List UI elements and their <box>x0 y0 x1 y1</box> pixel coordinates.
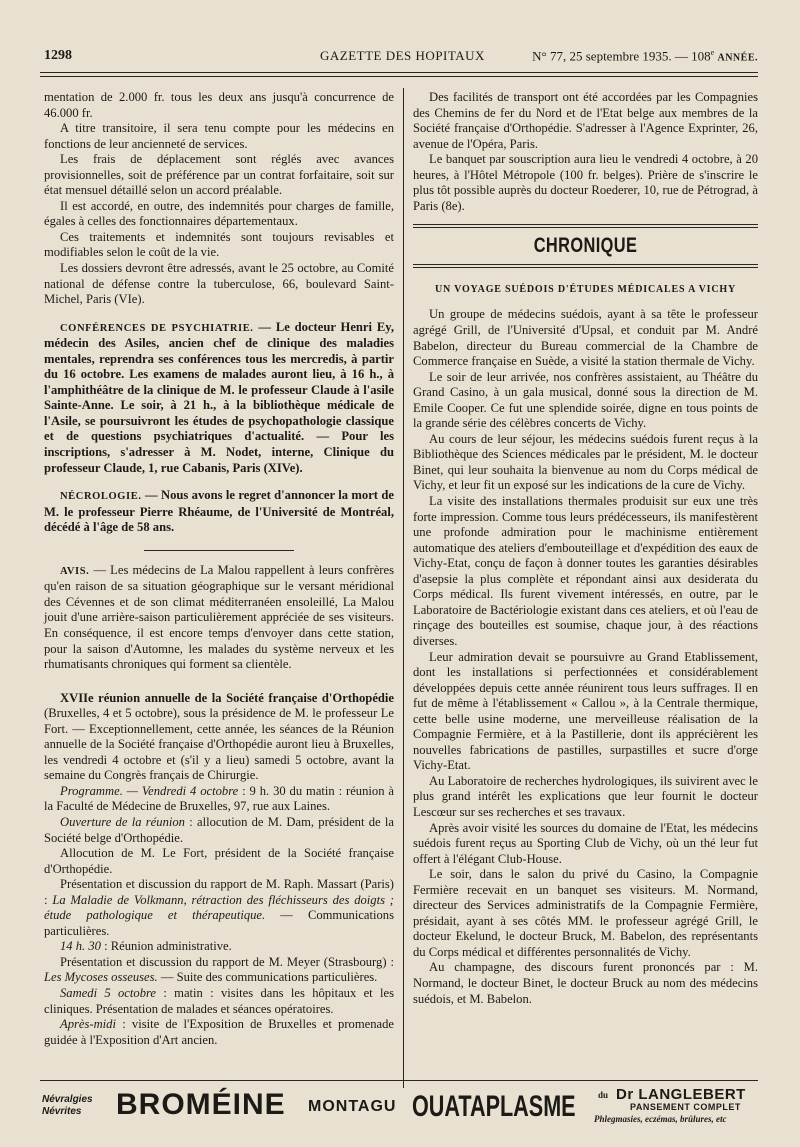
left-column <box>44 90 394 1048</box>
chronique-heading: CHRONIQUE <box>533 234 638 258</box>
paragraph <box>44 986 394 1017</box>
right-column <box>413 90 758 1007</box>
issue-sup: e <box>710 48 715 57</box>
journal-title: GAZETTE DES HOPITAUX <box>320 48 485 63</box>
paragraph: Le soir de leur arrivée, nos confrères assistaient, au Théâtre du Grand Casino, à un gala musical, donné sous la direction de M. Emile Cooper. Ce fut une splendide soirée, digne en tous points de la grande série des célèbres concerts de Vichy. <box>413 369 758 431</box>
footer-rule <box>40 1080 758 1081</box>
section-label: AVIS. <box>60 565 90 577</box>
text: : visite de l'Exposition de Bruxelles et promenade guidée à l'Exposition d'Art ancien. <box>44 1017 394 1047</box>
paragraph: mentation de 2.000 fr. tous les deux ans jusqu'à concurrence de 46.000 fr. <box>44 90 394 120</box>
paragraph: Après avoir visité les sources du domaine de l'Etat, les médecins suédois furent reçus au Sporting Club de Vichy, où un thé leur fut offert à l'élégant Club-House. <box>413 820 758 866</box>
article-title: UN VOYAGE SUÉDOIS D'ÉTUDES MÉDICALES A VICHY <box>435 283 736 295</box>
paragraph: Au champagne, des discours furent prononcés par : M. Normand, le docteur Binet, le docteur Bruck au nom des médecins suédois, et M. Babelon. <box>413 960 758 1006</box>
text: : 9 h. 30 du matin : réunion à la Faculté de Médecine de Bruxelles, 97, rue aux Laines. <box>44 783 394 814</box>
header-rule-top <box>40 72 758 73</box>
text: Présentation et discussion du rapport de M. Meyer (Strasbourg) : <box>60 954 394 969</box>
ad-indication: Névralgies <box>42 1094 93 1105</box>
italic-label: Ouverture de la réunion <box>60 814 185 829</box>
paragraph <box>44 939 394 955</box>
paragraph <box>44 815 394 846</box>
paragraph <box>44 955 394 986</box>
issue-info <box>532 48 758 64</box>
paragraph: Des facilités de transport ont été accordées par les Compagnies des Chemins de fer du Nord et de l'Etat belge aux membres de la Société française d'Orthopédie. S'adresser à l'Agence Exprinter, 26, avenue de l'Opéra, Paris. <box>413 90 758 151</box>
separator-rule <box>144 550 294 551</box>
ad-brand: OUATAPLASME <box>412 1090 576 1123</box>
paragraph: Un groupe de médecins suédois, ayant à sa tête le professeur agrégé Grill, de l'Université d'Upsal, et conduit par M. André Babelon, directeur du Bureau commercial de la Chambre de Commerce française en Suède, a visité la station thermale de Vichy. <box>413 307 758 369</box>
text: Présentation et discussion du rapport de M. Raph. Massart (Paris) : <box>44 877 394 907</box>
column-divider <box>403 88 404 1088</box>
paragraph <box>44 1017 394 1048</box>
notice-text: (Bruxelles, 4 et 5 octobre), sous la présidence de M. le professeur Le Fort. — Exceptionnellement, cette année, les séances de la Réunion annuelle de la Société française d'Orthopédie auront lieu à Bruxelles, les vendredi 4 octobre et (s'il y a lieu) samedi 5 octobre, avant la semaine du Congrès français de Chirurgie. <box>44 706 394 783</box>
necrology-notice <box>44 488 394 536</box>
bromeine-advertisement <box>40 1084 396 1132</box>
paragraph: Le soir, dans le salon du privé du Casino, la Compagnie Fermière recevait en un banquet ses visiteurs. M. Normand, directeur des Services administratifs de la Compagnie Fermière, présidait, ayant à ses côtés MM. le professeur agrégé Grill, le docteur Ekelund, le docteur Bruck, M. Babelon, des représentants du Corps médical et différentes personnalités de Vichy. <box>413 867 758 959</box>
text: — Suite des communications particulières. <box>157 970 378 985</box>
notice-text: — Nous avons le regret d'annoncer la mort de M. le professeur Pierre Rhéaume, de l'Université de Montréal, décédé à l'âge de 58 ans. <box>44 488 394 535</box>
ad-indication: Névrites <box>42 1106 82 1117</box>
italic-label: Samedi 5 octobre <box>60 985 157 1000</box>
running-header <box>40 48 758 68</box>
text: : allocution de M. Dam, président de la Société belge d'Orthopédie. <box>44 814 394 845</box>
ad-indications <box>42 1094 102 1118</box>
italic-title: Les Mycoses osseuses. <box>44 970 158 985</box>
paragraph: Ces traitements et indemnités sont toujours revisables et modifiables selon le coût de la vie. <box>44 229 394 260</box>
text: : Réunion administrative. <box>100 939 232 954</box>
section-title: XVIIe réunion annuelle de la Société française d'Orthopédie <box>60 690 394 705</box>
notice-text: — Le docteur Henri Ey, médecin des Asiles, ancien chef de clinique des maladies mentales, reprendra ses conférences tous les mercredis, à partir du 16 octobre. Les examens de malades auront lieu, à 16 h., à l'amphithéâtre de la clinique de M. le professeur Claude à l'asile Sainte-Anne. Le soir, à 21 h., à la bibliothèque médicale de l'Asile, se poursuivront les études de psychopathologie classique et de questions psychiatriques d'actualité. — Pour les inscriptions, s'adresser à M. Nodet, interne, Clinique du professeur Claude, 1, rue Cabanis, Paris (XIVe). <box>44 319 394 475</box>
paragraph <box>44 877 394 939</box>
ad-subtitle: PANSEMENT COMPLET <box>630 1102 741 1112</box>
text: : matin : visites dans les hôpitaux et les cliniques. Présentation de malades et séances opératoires. <box>44 985 394 1016</box>
ad-du: du <box>598 1090 609 1100</box>
ad-maker: MONTAGU <box>308 1098 397 1115</box>
paragraph: Le banquet par souscription aura lieu le vendredi 4 octobre, à 20 heures, à l'Hôtel Métropole (100 fr. belges). Prière de s'inscrire le plus tôt possible auprès du docteur Roederer, 10, rue de Pétrograd, à Paris (8e). <box>413 152 758 213</box>
paragraph: La visite des installations thermales produisit sur eux une très forte impression. Comme tous leurs prédécesseurs, ils manifestèrent une profonde admiration pour le machinisme entièrement automatique des ateliers d'embouteillage et d'expédition des eaux de Vichy-Etat, conçu de façon à donner toutes les garanties désirables d'asepsie la plus complète et répondant ainsi aux desiderata du Corps médical. Ils furent vivement intéressés, en outre, par le Laboratoire de Bactériologie existant dans ces ateliers, et où l'eau de rinçage des bouteilles est soumise, chaque jour, à des réactions diverses. <box>413 494 758 648</box>
ad-maker: Dr LANGLEBERT <box>616 1086 746 1103</box>
notice-text: — Les médecins de La Malou rappellent à leurs confrères qu'en raison de sa situation géographique sur le versant méridional des Cévennes et de son climat méditerranéen ensoleillé, La Malou jouit d'une arrière-saison particulièrement appréciée de ses visiteurs. En conséquence, il est encore temps d'envoyer dans cette station, pour la saison d'Automne, les malades du système nerveux et les rhumatisants chroniques qui forment sa clientèle. <box>44 562 394 672</box>
text: — Communications particulières. <box>44 908 394 938</box>
italic-title: La Maladie de Volkmann, rétraction des fléchisseurs des doigts ; étude pathologique et thérapeutique. <box>44 892 394 923</box>
paragraph: Les dossiers devront être adressés, avant le 25 octobre, au Comité national de défense contre la tuberculose, 66, boulevard Saint-Michel, Paris (VIe). <box>44 261 394 307</box>
paragraph: Les frais de déplacement sont réglés avec avances provisionnelles, soit de préférence par un contrat forfaitaire, soit sur état mensuel détaillé selon un accord préalable. <box>44 152 394 198</box>
italic-label: Programme. — Vendredi 4 octobre <box>60 783 239 798</box>
avis-notice <box>44 563 394 673</box>
paragraph: Au Laboratoire de recherches hydrologiques, ils suivirent avec le plus grand intérêt les explications que leur fournit le docteur Lescœur sur ses recherches et ses travaux. <box>413 773 758 819</box>
issue-text: N° 77, 25 septembre 1935. — 108 <box>532 48 711 64</box>
ad-brand: BROMÉINE <box>116 1088 286 1121</box>
paragraph: Allocution de M. Le Fort, président de la Société française d'Orthopédie. <box>44 846 394 876</box>
double-rule <box>413 264 758 268</box>
page-number: 1298 <box>44 48 72 63</box>
paragraph: Leur admiration devait se poursuivre au Grand Etablissement, dont les installations si perfectionnées et considérablement développées depuis cette année réunirent tous leurs suffrages. Il en fut de même à l'établissement « Callou », à la Centrale thermique, cette belle usine moderne, une merveilleuse réalisation de la Compagnie Fermière, et à la Pastillerie, dont ils apprécièrent les nouvelles fabrications de pastilles, surpastilles et sucre d'orge Vichy-Etat. <box>413 649 758 773</box>
paragraph: Il est accordé, en outre, des indemnités pour charges de famille, égales à celles des fonctionnaires départementaux. <box>44 198 394 229</box>
italic-label: Après-midi <box>60 1017 116 1032</box>
header-rule-bottom <box>40 76 758 77</box>
ad-uses: Phlegmasies, eczémas, brûlures, etc <box>594 1114 727 1124</box>
paragraph <box>44 784 394 815</box>
paragraph: Au cours de leur séjour, les médecins suédois furent reçus à la Bibliothèque des Sciences médicales par le président, M. le docteur Binet, qui leur souhaita la bienvenue au nom du Corps médical de Vichy, et leur fit un exposé sur les indications de la cure de Vichy. <box>413 431 758 493</box>
section-label: CONFÉRENCES DE PSYCHIATRIE. <box>60 322 254 334</box>
italic-label: 14 h. 30 <box>60 939 101 954</box>
issue-suffix: ANNÉE. <box>717 52 758 64</box>
section-label: NÉCROLOGIE. <box>60 491 142 503</box>
conferences-notice <box>44 320 394 476</box>
paragraph: A titre transitoire, il sera tenu compte pour les médecins en fonctions de leur ancienneté de services. <box>44 121 394 151</box>
ouataplasme-advertisement <box>408 1084 760 1132</box>
double-rule <box>413 224 758 228</box>
orthopedie-notice <box>44 691 394 784</box>
